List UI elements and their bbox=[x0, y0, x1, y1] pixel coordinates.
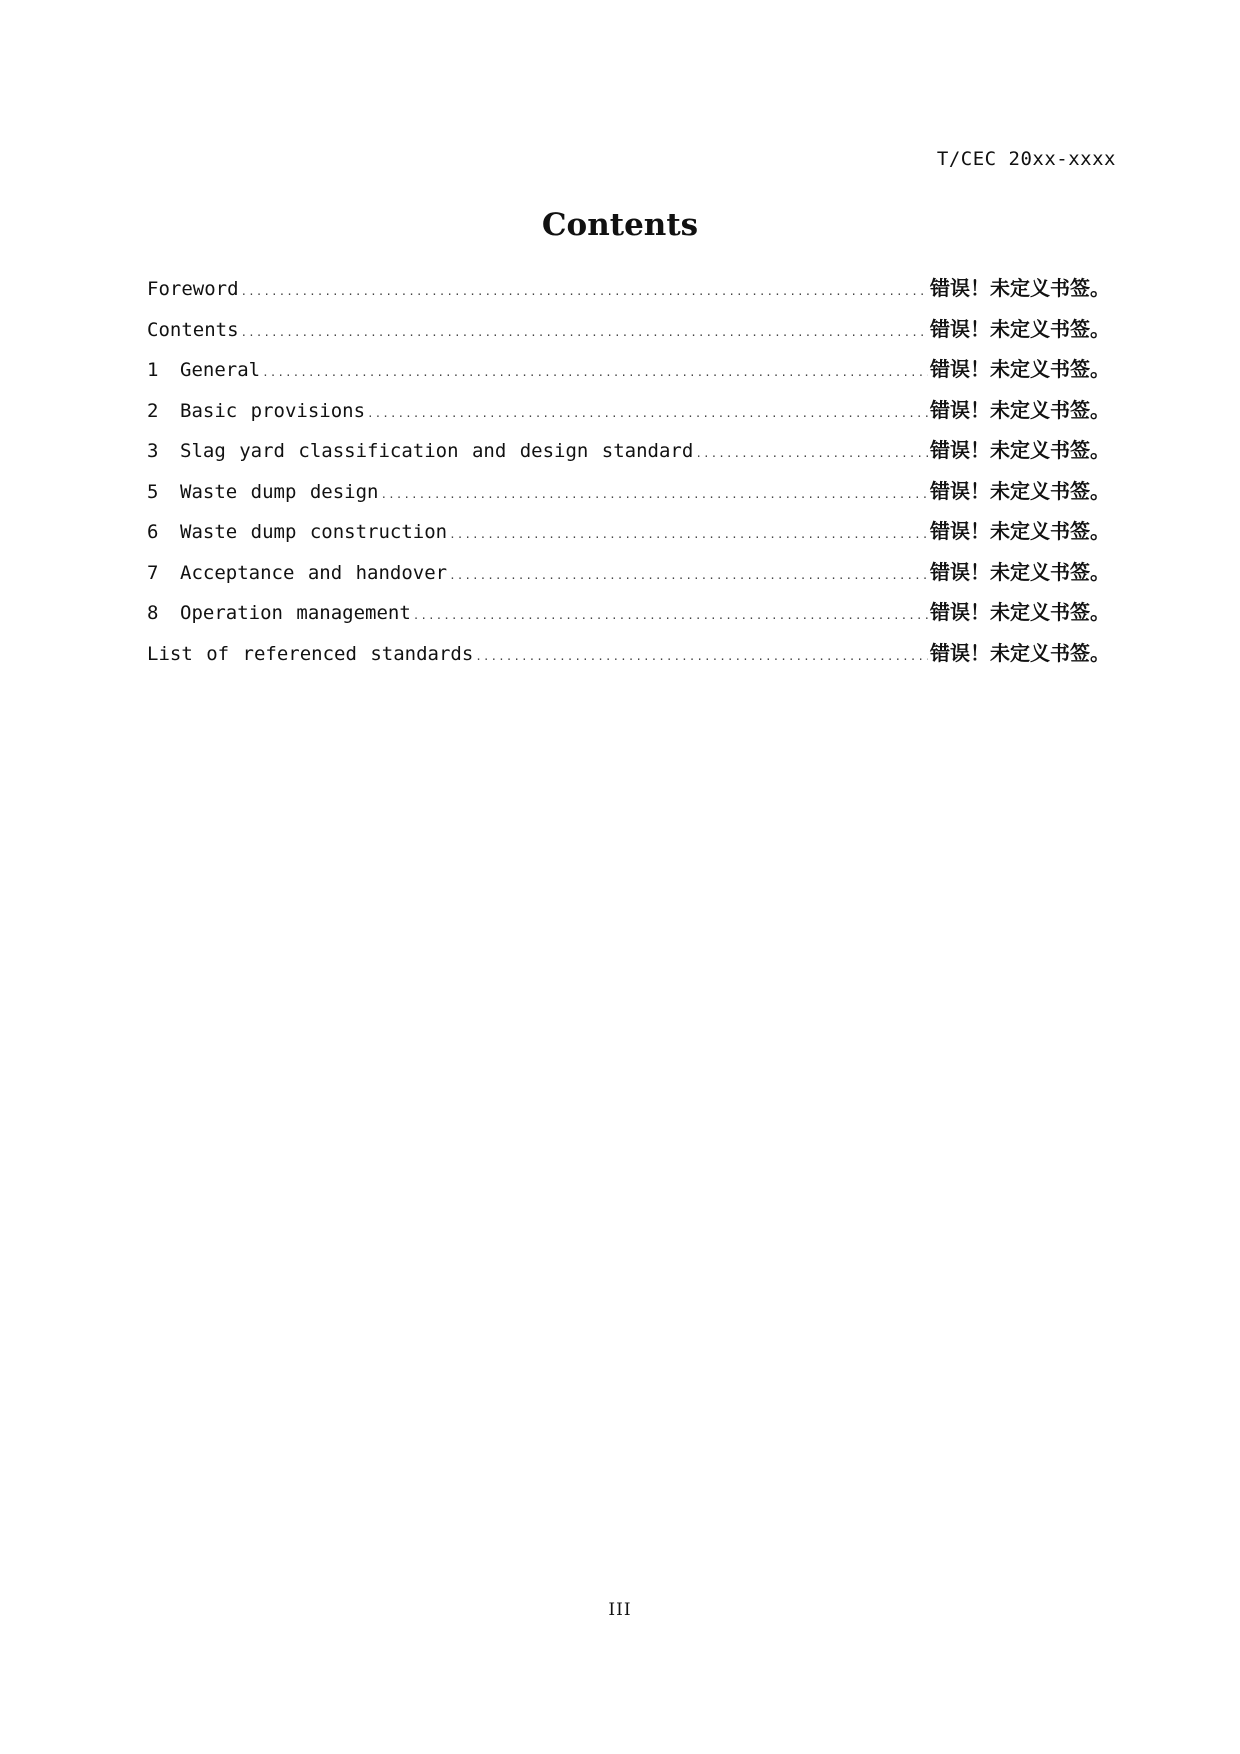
toc-entry-title: Basic provisions bbox=[180, 399, 366, 422]
toc-entry-page-ref: 错误！未定义书签。 bbox=[930, 559, 1110, 584]
toc-entry-page-ref: 错误！未定义书签。 bbox=[930, 438, 1110, 462]
toc-entry-contents[interactable] bbox=[147, 313, 1110, 354]
dot-leader bbox=[367, 407, 928, 420]
toc-entry-slag-yard-classification[interactable] bbox=[147, 434, 1110, 475]
toc-entry-page-ref: 错误！未定义书签。 bbox=[930, 276, 1110, 300]
dot-leader bbox=[241, 285, 928, 298]
toc-entry-foreword[interactable] bbox=[147, 272, 1110, 313]
toc-entry-page-ref: 错误！未定义书签。 bbox=[930, 640, 1110, 665]
toc-entry-number: 8 bbox=[147, 602, 159, 624]
dot-leader bbox=[380, 488, 928, 501]
toc-entry-number: 7 bbox=[147, 561, 159, 584]
dot-leader bbox=[241, 326, 928, 339]
toc-entry-number: 6 bbox=[147, 521, 159, 543]
page-number: III bbox=[608, 1600, 632, 1620]
toc-entry-number: 2 bbox=[147, 399, 159, 422]
toc-entry-referenced-standards[interactable] bbox=[147, 637, 1110, 678]
table-of-contents bbox=[147, 272, 1110, 677]
toc-entry-title: List of referenced standards bbox=[147, 642, 474, 665]
toc-entry-title: Foreword bbox=[147, 278, 239, 300]
toc-entry-number: 5 bbox=[147, 480, 159, 503]
toc-entry-title: Operation management bbox=[180, 602, 411, 624]
dot-leader bbox=[695, 447, 928, 460]
dot-leader bbox=[413, 609, 928, 622]
toc-entry-basic-provisions[interactable] bbox=[147, 394, 1110, 435]
dot-leader bbox=[449, 528, 928, 541]
toc-entry-operation-management[interactable] bbox=[147, 596, 1110, 637]
toc-entry-general[interactable] bbox=[147, 353, 1110, 394]
document-code-header: T/CEC 20xx-xxxx bbox=[936, 148, 1116, 170]
toc-entry-title: General bbox=[180, 359, 261, 381]
page-title: Contents bbox=[541, 207, 699, 243]
dot-leader bbox=[475, 650, 928, 663]
toc-entry-title: Waste dump design bbox=[180, 480, 379, 503]
dot-leader bbox=[262, 366, 928, 379]
toc-entry-number: 3 bbox=[147, 440, 159, 462]
toc-entry-waste-dump-design[interactable] bbox=[147, 475, 1110, 516]
toc-entry-title: Waste dump construction bbox=[180, 521, 448, 543]
toc-entry-page-ref: 错误！未定义书签。 bbox=[930, 519, 1110, 543]
toc-entry-page-ref: 错误！未定义书签。 bbox=[930, 397, 1110, 422]
toc-entry-page-ref: 错误！未定义书签。 bbox=[930, 357, 1110, 381]
toc-entry-title: Slag yard classification and design standard bbox=[180, 440, 694, 462]
toc-entry-title: Contents bbox=[147, 318, 239, 341]
toc-entry-page-ref: 错误！未定义书签。 bbox=[930, 478, 1110, 503]
toc-entry-waste-dump-construction[interactable] bbox=[147, 515, 1110, 556]
toc-entry-number: 1 bbox=[147, 359, 159, 381]
toc-entry-title: Acceptance and handover bbox=[180, 561, 448, 584]
toc-entry-page-ref: 错误！未定义书签。 bbox=[930, 316, 1110, 341]
toc-entry-page-ref: 错误！未定义书签。 bbox=[930, 600, 1110, 624]
dot-leader bbox=[449, 569, 928, 582]
toc-entry-acceptance-handover[interactable] bbox=[147, 556, 1110, 597]
